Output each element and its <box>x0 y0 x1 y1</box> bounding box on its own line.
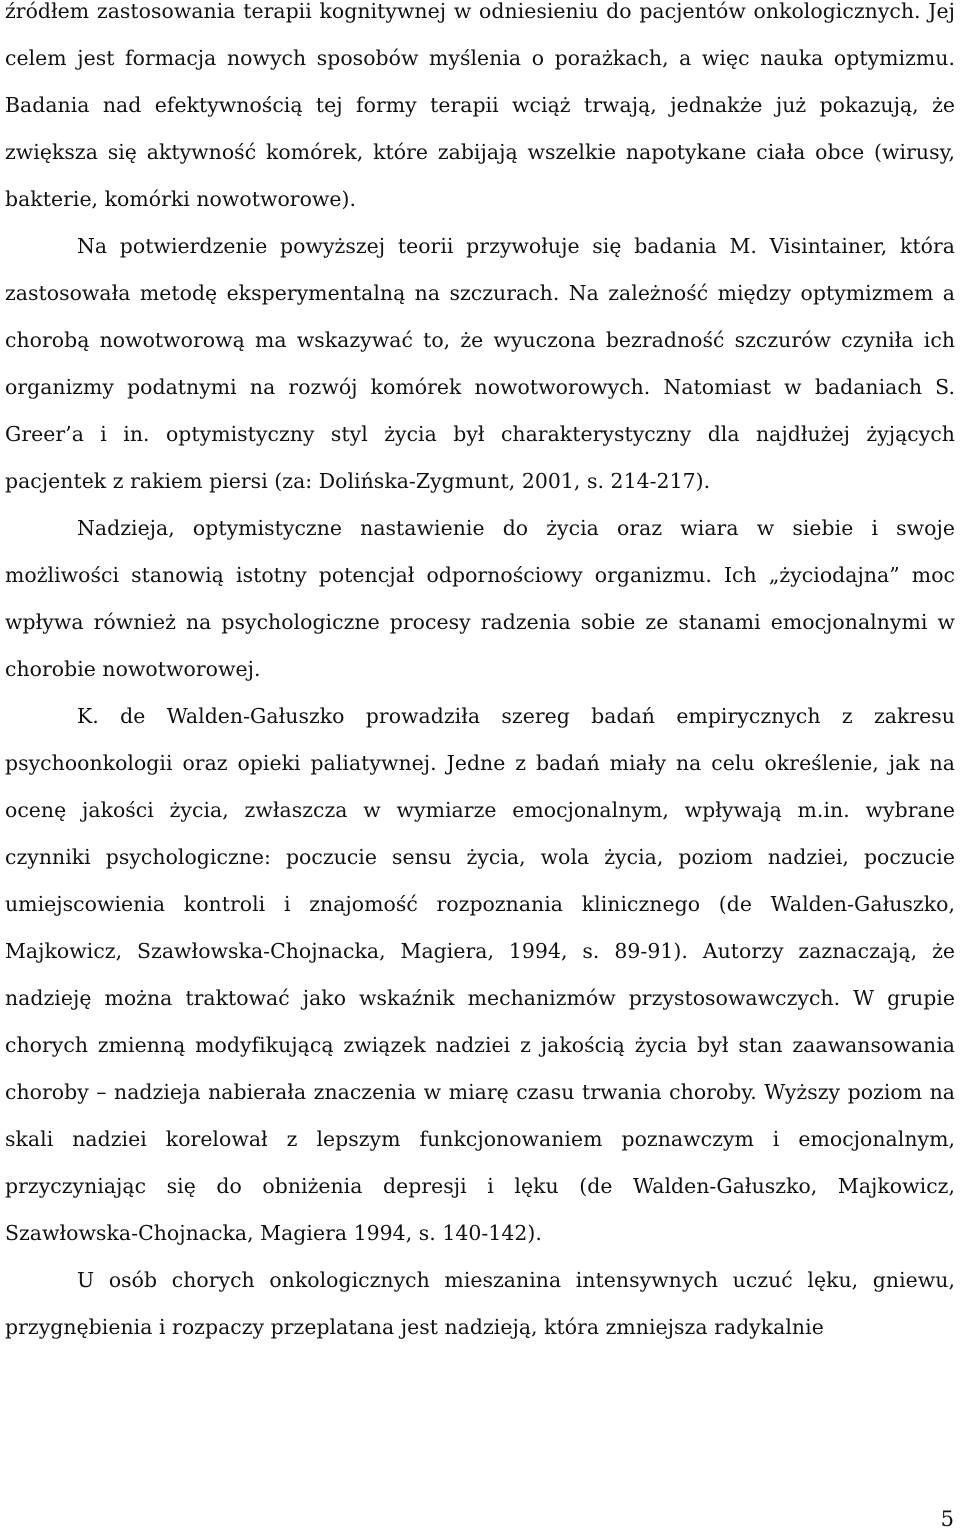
paragraph-visintainer-study: Na potwierdzenie powyższej teorii przywołuje się badania M. Visintainer, która zastosowała metodę eksperymentalną na szczurach. Na zależność między optymizmem a chorobą nowotworową ma wskazywać to, że wyuczona bezradność szczurów czyniła ich organizmy podatnymi na rozwój komórek nowotworowych. Natomiast w badaniach S. Greer’a i in. optymistyczny styl życia był charakterystyczny dla najdłużej żyjących pacjentek z rakiem piersi (za: Dolińska-Zygmunt, 2001, s. 214-217). <box>5 234 955 493</box>
paragraph-hope-optimism: Nadzieja, optymistyczne nastawienie do życia oraz wiara w siebie i swoje możliwości stanowią istotny potencjał odpornościowy organizmu. Ich „życiodajna” moc wpływa również na psychologiczne procesy radzenia sobie ze stanami emocjonalnymi w chorobie nowotworowej. <box>5 516 955 681</box>
paragraph-oncology-patients: U osób chorych onkologicznych mieszanina intensywnych uczuć lęku, gniewu, przygnębienia i rozpaczy przeplatana jest nadzieją, która zmniejsza radykalnie <box>5 1268 955 1339</box>
page-number: 5 <box>940 1507 954 1531</box>
paragraph-walden-galuszko-research: K. de Walden-Gałuszko prowadziła szereg badań empirycznych z zakresu psychoonkologii oraz opieki paliatywnej. Jedne z badań miały na celu określenie, jak na ocenę jakości życia, zwłaszcza w wymiarze emocjonalnym, wpływają m.in. wybrane czynniki psychologiczne: poczucie sensu życia, wola życia, poziom nadziei, poczucie umiejscowienia kontroli i znajomość rozpoznania klinicznego (de Walden-Gałuszko, Majkowicz, Szawłowska-Chojnacka, Magiera, 1994, s. 89-91). Autorzy zaznaczają, że nadzieję można traktować jako wskaźnik mechanizmów przystosowawczych. W grupie chorych zmienną modyfikującą związek nadziei z jakością życia był stan zaawansowania choroby – nadzieja nabierała znaczenia w miarę czasu trwania choroby. Wyższy poziom na skali nadziei korelował z lepszym funkcjonowaniem poznawczym i emocjonalnym, przyczyniając się do obniżenia depresji i lęku (de Walden-Gałuszko, Majkowicz, Szawłowska-Chojnacka, Magiera 1994, s. 140-142). <box>5 704 955 1245</box>
document-page <box>5 0 955 1351</box>
paragraph-continuation: źródłem zastosowania terapii kognitywnej w odniesieniu do pacjentów onkologicznych. Jej celem jest formacja nowych sposobów myślenia o porażkach, a więc nauka optymizmu. Badania nad efektywnością tej formy terapii wciąż trwają, jednakże już pokazują, że zwiększa się aktywność komórek, które zabijają wszelkie napotykane ciała obce (wirusy, bakterie, komórki nowotworowe). <box>5 0 955 211</box>
